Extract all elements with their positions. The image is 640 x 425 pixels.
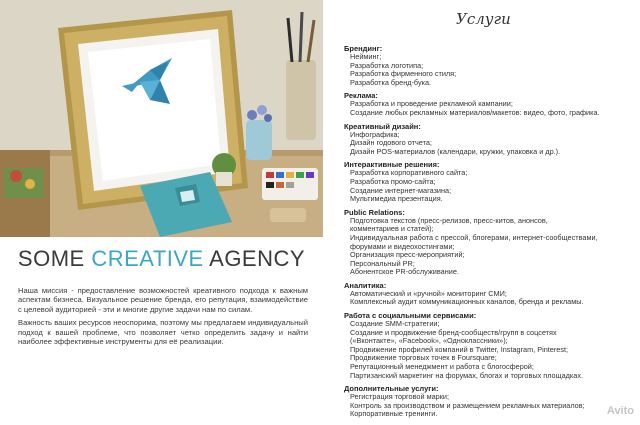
service-section-title: Брендинг: bbox=[344, 44, 383, 53]
service-item: Разработка фирменного стиля; bbox=[350, 69, 457, 79]
service-section bbox=[344, 384, 636, 419]
service-item: Комплексный аудит коммуникационных каналов, бренда и рекламы. bbox=[350, 297, 584, 307]
service-section bbox=[344, 44, 636, 87]
service-item: форумами и видеохостингами; bbox=[350, 241, 455, 251]
service-section-title: Креативный дизайн: bbox=[344, 121, 421, 131]
service-section-title: Public Relations: bbox=[344, 207, 405, 217]
service-section bbox=[344, 160, 636, 203]
service-section-title: Дополнительные услуги: bbox=[344, 384, 439, 394]
service-item: Репутационный менеджмент и работа с блогосферой; bbox=[350, 362, 534, 372]
service-section-title: Интерактивные решения: bbox=[344, 160, 440, 170]
services-heading: Услуги bbox=[456, 10, 511, 28]
service-item: Индивидуальная работа с прессой, блогерами, интернет-сообществами, bbox=[350, 232, 598, 242]
service-item: Подготовка текстов (пресс-релизов, пресс-китов, анонсов, bbox=[350, 215, 548, 225]
service-item: Создание любых рекламных материалов/макетов: видео, фото, графика. bbox=[350, 107, 600, 117]
desk-illustration bbox=[0, 0, 323, 237]
service-item: Разработка и проведение рекламной кампании; bbox=[350, 99, 513, 109]
services-panel bbox=[344, 0, 636, 425]
service-section-title: Аналитика: bbox=[344, 280, 387, 290]
service-section bbox=[344, 91, 636, 117]
hero-photo bbox=[0, 0, 323, 237]
service-item: Разработка корпоративного сайта; bbox=[350, 168, 468, 178]
service-item: Создание интернет-магазина; bbox=[350, 185, 452, 195]
agency-name-suffix: AGENCY bbox=[209, 246, 306, 271]
service-item: Разработка промо-сайта; bbox=[350, 176, 436, 186]
service-item: Инфографика; bbox=[350, 129, 400, 139]
mission-paragraph: Важность ваших ресурсов неоспорима, поэтому мы предлагаем индивидуальный подход к вашей проблеме, что позволяет четко определить задачу и найти наиболее эффективные инструменты для её реализации. bbox=[18, 318, 308, 347]
service-section-title: Работа с социальными сервисами: bbox=[344, 311, 477, 321]
service-section bbox=[344, 281, 636, 307]
service-item: Организация пресс-мероприятий; bbox=[350, 250, 465, 260]
service-item: Продвижение торговых точек в Foursquare; bbox=[350, 353, 497, 363]
service-item: Корпоративные тренинги. bbox=[350, 409, 438, 419]
service-item: Регистрация торговой марки; bbox=[350, 392, 450, 402]
service-item: Нейминг; bbox=[350, 52, 382, 61]
mission-paragraph: Наша миссия - предоставление возможностей креативного подхода к важным аспектам бизнеса. Визуальное решение бренда, его репутация, взаимодействие с целевой аудиторией - эти и многие другие задачи нам по силам. bbox=[18, 286, 308, 314]
mission-text bbox=[18, 286, 308, 350]
service-section-title: Реклама: bbox=[344, 91, 378, 101]
service-item: Мультимедиа презентация. bbox=[350, 194, 443, 204]
service-item: Дизайн POS-материалов (календари, кружки, упаковка и др.). bbox=[350, 146, 561, 156]
watermark: Avito bbox=[606, 405, 634, 417]
service-section bbox=[344, 122, 636, 157]
service-item: Создание и продвижение бренд-сообществ/групп в соцсетях bbox=[350, 327, 557, 337]
service-item: Разработка бренд-бука. bbox=[350, 77, 432, 87]
agency-name bbox=[0, 246, 323, 272]
service-item: Автоматический и «ручной» мониторинг СМИ; bbox=[350, 288, 507, 298]
service-item: Разработка логотипа; bbox=[350, 60, 424, 70]
service-section bbox=[344, 311, 636, 380]
service-item: Контроль за производством и размещением рекламных материалов; bbox=[350, 400, 585, 410]
service-item: Продвижение профилей компаний в Twitter, Instagram, Pinterest; bbox=[350, 344, 569, 354]
agency-name-prefix: SOME bbox=[17, 246, 85, 271]
service-item: Абонентское PR-обслуживание. bbox=[350, 267, 459, 277]
service-item: Партизанский маркетинг на форумах, блогах и торговых площадках. bbox=[350, 370, 584, 380]
agency-name-accent: CREATIVE bbox=[91, 246, 204, 271]
services-list bbox=[344, 44, 636, 423]
service-section bbox=[344, 208, 636, 277]
service-item: комментариев и статей); bbox=[350, 224, 434, 234]
service-item: («Вконтакте», «Facebook», «Одноклассники»); bbox=[350, 336, 508, 346]
service-item: Персональный PR; bbox=[350, 258, 415, 268]
service-item: Создание SMM-стратегии; bbox=[350, 319, 440, 329]
service-item: Дизайн годового отчета; bbox=[350, 138, 432, 148]
